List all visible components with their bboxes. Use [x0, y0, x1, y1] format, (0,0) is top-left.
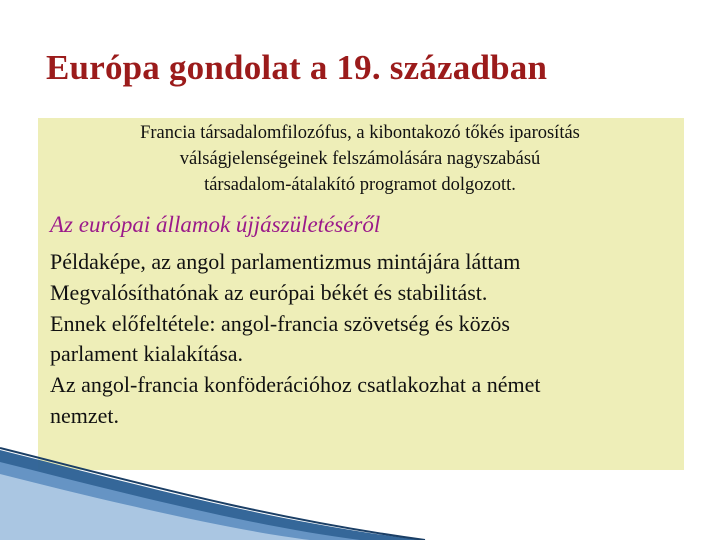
- body-line: Megvalósíthatónak az európai békét és stabilitást.: [50, 279, 488, 305]
- body-line: Példaképe, az angol parlamentizmus mintájára láttam: [50, 249, 521, 274]
- blue-swoosh-decoration: [0, 440, 720, 540]
- intro-paragraph: [50, 120, 670, 198]
- intro-line: Francia társadalomfilozófus, a kibontakozó tőkés iparosítás: [140, 123, 580, 143]
- body-line: Az angol-francia konföderációhoz csatlakozhat a német: [50, 372, 541, 398]
- body-paragraph: [50, 247, 682, 432]
- intro-line: válságjelenségeinek felszámolására nagyszabású: [179, 149, 541, 169]
- body-line: parlament kialakítása.: [50, 341, 244, 367]
- body-line: nemzet.: [50, 402, 120, 428]
- body-line: Ennek előfeltétele: angol-francia szövetség és közös: [50, 310, 510, 336]
- slide-title: Európa gondolat a 19. században: [46, 48, 548, 87]
- section-subheading: Az európai államok újjászületéséről: [50, 212, 381, 237]
- intro-line: társadalom-átalakító programot dolgozott.: [204, 175, 516, 195]
